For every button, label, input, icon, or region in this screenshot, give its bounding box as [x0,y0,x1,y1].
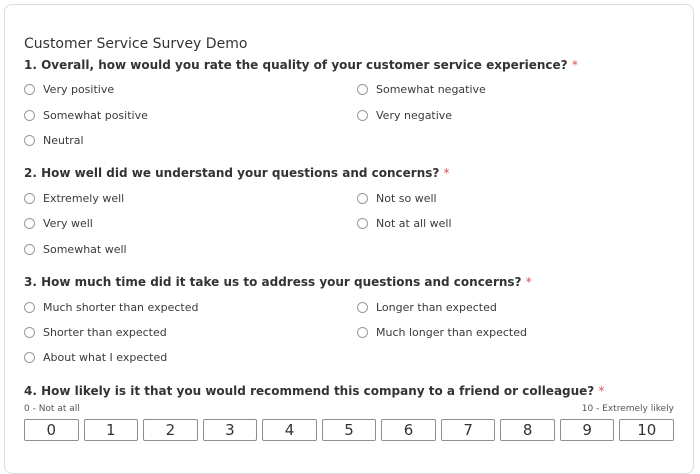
survey-title: Customer Service Survey Demo [24,36,248,52]
scale-button-10[interactable]: 10 [619,419,674,441]
scale-button-1[interactable]: 1 [84,419,139,441]
q1-option-very-positive[interactable]: Very positive [24,83,114,96]
scale-button-3[interactable]: 3 [203,419,258,441]
radio-icon[interactable] [24,84,35,95]
nps-scale [24,419,674,441]
q2-option-somewhat-well[interactable]: Somewhat well [24,243,127,256]
q2-option-not-so-well[interactable]: Not so well [357,192,437,205]
radio-icon[interactable] [357,193,368,204]
q3-option-longer[interactable]: Longer than expected [357,301,497,314]
scale-button-9[interactable]: 9 [560,419,615,441]
scale-button-5[interactable]: 5 [322,419,377,441]
radio-icon[interactable] [24,352,35,363]
q2-option-extremely-well[interactable]: Extremely well [24,192,124,205]
radio-icon[interactable] [357,218,368,229]
scale-button-2[interactable]: 2 [143,419,198,441]
radio-icon[interactable] [24,302,35,313]
radio-icon[interactable] [357,84,368,95]
radio-icon[interactable] [24,110,35,121]
radio-icon[interactable] [24,244,35,255]
q2-option-not-at-all-well[interactable]: Not at all well [357,217,452,230]
q2-option-very-well[interactable]: Very well [24,217,93,230]
radio-icon[interactable] [24,218,35,229]
scale-min-label: 0 - Not at all [24,404,80,414]
q3-option-shorter[interactable]: Shorter than expected [24,326,167,339]
scale-max-label: 10 - Extremely likely [581,404,674,414]
radio-icon[interactable] [24,193,35,204]
question-2-label: 2. How well did we understand your questions and concerns? * [24,166,450,180]
question-1-label: 1. Overall, how would you rate the quality of your customer service experience? * [24,58,578,72]
q3-option-much-longer[interactable]: Much longer than expected [357,326,527,339]
scale-button-6[interactable]: 6 [381,419,436,441]
radio-icon[interactable] [24,327,35,338]
radio-icon[interactable] [357,110,368,121]
radio-icon[interactable] [357,327,368,338]
q1-option-somewhat-negative[interactable]: Somewhat negative [357,83,486,96]
q3-option-much-shorter[interactable]: Much shorter than expected [24,301,198,314]
q3-option-about-expected[interactable]: About what I expected [24,351,167,364]
scale-button-0[interactable]: 0 [24,419,79,441]
question-4-label: 4. How likely is it that you would recommend this company to a friend or colleague? * [24,384,605,398]
question-3-label: 3. How much time did it take us to address your questions and concerns? * [24,275,532,289]
scale-button-7[interactable]: 7 [441,419,496,441]
q1-option-somewhat-positive[interactable]: Somewhat positive [24,109,148,122]
q1-option-very-negative[interactable]: Very negative [357,109,452,122]
scale-button-4[interactable]: 4 [262,419,317,441]
radio-icon[interactable] [357,302,368,313]
radio-icon[interactable] [24,135,35,146]
scale-button-8[interactable]: 8 [500,419,555,441]
q1-option-neutral[interactable]: Neutral [24,134,84,147]
